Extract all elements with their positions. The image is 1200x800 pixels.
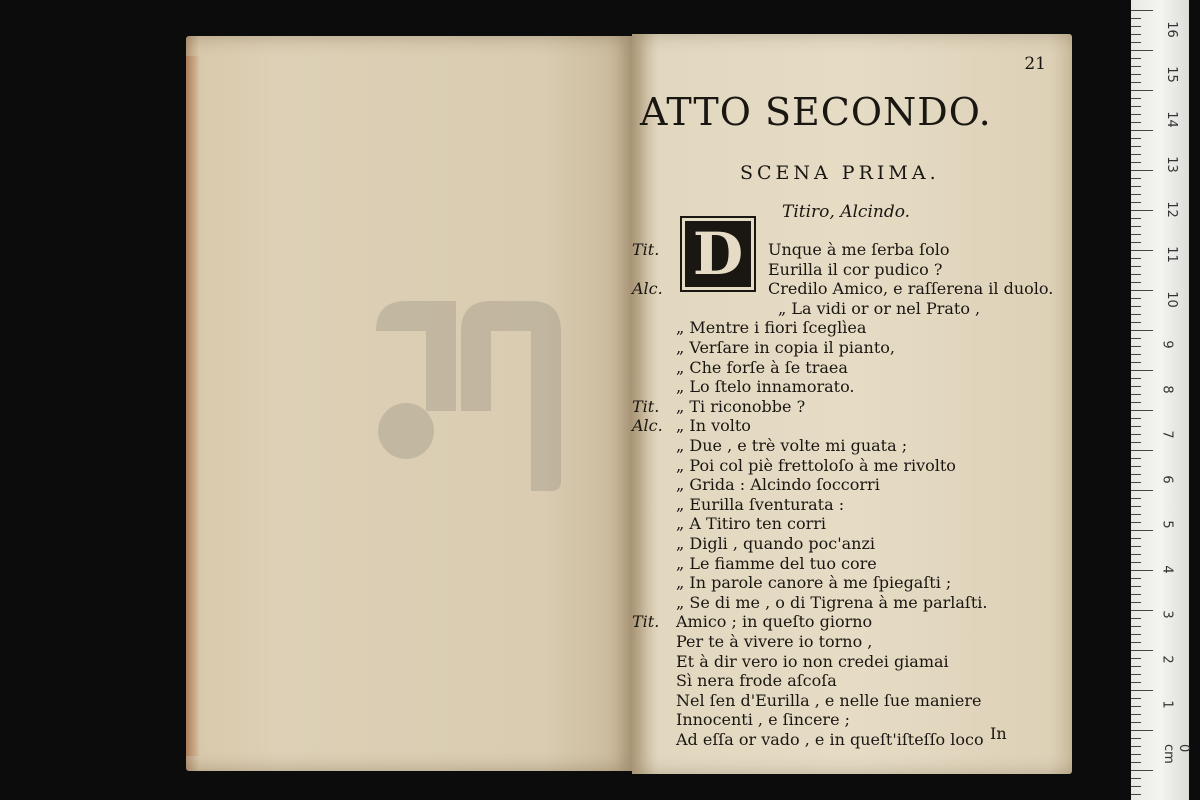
ruler-tick xyxy=(1131,186,1141,187)
verse-line: „ A Titiro ten corri xyxy=(676,514,827,534)
ruler-tick xyxy=(1131,530,1153,531)
ruler-tick xyxy=(1131,522,1141,523)
ruler-tick xyxy=(1131,98,1141,99)
ruler-tick xyxy=(1131,402,1141,403)
ruler-tick xyxy=(1131,90,1153,91)
ruler-tick xyxy=(1131,410,1153,411)
ruler-tick xyxy=(1131,370,1153,371)
verse-line: „ La vidi or or nel Prato , xyxy=(778,298,981,318)
ruler-tick xyxy=(1131,290,1153,291)
ruler-tick xyxy=(1131,42,1141,43)
ruler-tick xyxy=(1131,426,1141,427)
ruler-tick xyxy=(1131,466,1141,467)
act-title: ATTO SECONDO. xyxy=(640,90,992,134)
verse-line: „ In parole canore à me ſpiegaſti ; xyxy=(676,573,952,593)
verse-line: „ Eurilla ſventurata : xyxy=(676,494,845,514)
ruler-tick xyxy=(1131,506,1141,507)
ruler-tick xyxy=(1131,234,1141,235)
verse-line: Innocenti , e ſincere ; xyxy=(676,710,851,730)
speaker-label: Tit. xyxy=(632,612,660,632)
ruler-tick xyxy=(1131,306,1141,307)
ruler-number: 4 xyxy=(1159,565,1175,574)
ruler-tick xyxy=(1131,26,1141,27)
ruler-tick xyxy=(1131,298,1141,299)
ruler-tick xyxy=(1131,626,1141,627)
verse-line: „ In volto xyxy=(676,416,751,436)
ruler-tick xyxy=(1131,202,1141,203)
ruler-tick xyxy=(1131,554,1141,555)
verse-line: „ Grida : Alcindo ſoccorri xyxy=(676,475,880,495)
ruler-number: 15 xyxy=(1163,66,1179,83)
ruler-tick xyxy=(1131,706,1141,707)
ruler-number: 12 xyxy=(1163,201,1179,218)
museum-logo-watermark xyxy=(366,291,576,491)
ruler-tick xyxy=(1131,474,1141,475)
verse-line: „ Se di me , o di Tigrena à me parlaſti. xyxy=(676,592,988,612)
ruler-tick xyxy=(1131,210,1153,211)
ruler-tick xyxy=(1131,138,1141,139)
ruler-tick xyxy=(1131,586,1141,587)
ruler-tick xyxy=(1131,698,1141,699)
verse-line: Ad eſſa or vado , e in queſt'iſteſſo loco xyxy=(676,730,984,749)
scene-title: SCENA PRIMA. xyxy=(740,162,940,184)
verse-line: Sì nera frode aſcoſa xyxy=(676,671,837,691)
ruler-tick xyxy=(1131,354,1141,355)
page-number: 21 xyxy=(1024,54,1046,74)
verse-line: Per te à vivere io torno , xyxy=(676,632,873,651)
ruler-tick xyxy=(1131,794,1141,795)
ruler-tick xyxy=(1131,218,1141,219)
ruler-tick xyxy=(1131,482,1141,483)
ruler-number: 1 xyxy=(1159,700,1175,709)
ruler-tick xyxy=(1131,770,1153,771)
ruler-number: 16 xyxy=(1163,21,1179,38)
ruler-number: 5 xyxy=(1159,520,1175,529)
ruler-tick xyxy=(1131,106,1141,107)
ruler-tick xyxy=(1131,130,1153,131)
ruler-tick xyxy=(1131,514,1141,515)
verse-line: „ Due , e trè volte mi guata ; xyxy=(676,436,908,455)
ruler-number: 3 xyxy=(1159,610,1175,619)
ruler-tick xyxy=(1131,10,1153,11)
verse-line: Unque à me ſerba ſolo xyxy=(768,240,950,259)
speaker-label: Alc. xyxy=(632,279,663,299)
verse-line: Eurilla il cor pudico ? xyxy=(768,259,943,279)
ruler-number: 8 xyxy=(1159,385,1175,394)
ruler-tick xyxy=(1131,162,1141,163)
ruler-number: 14 xyxy=(1163,111,1179,128)
ruler-number: 11 xyxy=(1163,246,1179,263)
ruler-tick xyxy=(1131,746,1141,747)
ruler-tick xyxy=(1131,434,1141,435)
ruler-tick xyxy=(1131,170,1153,171)
ruler-tick xyxy=(1131,602,1141,603)
ruler-number: 13 xyxy=(1163,156,1179,173)
ruler-tick xyxy=(1131,570,1153,571)
verse-line: „ Digli , quando poc'anzi xyxy=(676,534,876,553)
ruler-tick xyxy=(1131,274,1141,275)
right-page xyxy=(632,34,1072,774)
ruler-tick xyxy=(1131,82,1141,83)
ruler-number: 7 xyxy=(1159,430,1175,439)
ruler-tick xyxy=(1131,674,1141,675)
ruler-tick xyxy=(1131,242,1141,243)
verse-line: „ Lo ſtelo innamorato. xyxy=(676,377,855,397)
ruler-tick xyxy=(1131,738,1141,739)
ruler-tick xyxy=(1131,122,1141,123)
ruler-tick xyxy=(1131,418,1141,419)
ruler-tick xyxy=(1131,690,1153,691)
ruler-number: 0 cm xyxy=(1161,744,1191,764)
ruler-tick xyxy=(1131,666,1141,667)
ruler-number: 2 xyxy=(1159,655,1175,664)
ruler-tick xyxy=(1131,314,1141,315)
ruler-tick xyxy=(1131,322,1141,323)
ruler-tick xyxy=(1131,266,1141,267)
ruler-tick xyxy=(1131,226,1141,227)
ruler-tick xyxy=(1131,578,1141,579)
verse-line: „ Ti riconobbe ? xyxy=(676,396,806,416)
ruler-tick xyxy=(1131,610,1153,611)
ruler-tick xyxy=(1131,66,1141,67)
verse-line: Amico ; in queſto giorno xyxy=(676,612,873,632)
verse-line: „ Le fiamme del tuo core xyxy=(676,553,877,573)
catchword: In xyxy=(990,724,1007,743)
ruler-tick xyxy=(1131,642,1141,643)
ruler-tick xyxy=(1131,442,1141,443)
verse-line: „ Mentre i fiori ſceglìea xyxy=(676,318,867,338)
ruler-tick xyxy=(1131,194,1141,195)
ruler-tick xyxy=(1131,786,1141,787)
ruler-tick xyxy=(1131,634,1141,635)
ruler-tick xyxy=(1131,754,1141,755)
ruler-tick xyxy=(1131,762,1141,763)
ruler-tick xyxy=(1131,682,1141,683)
left-page xyxy=(186,36,632,771)
verse-line: „ Che forſe à ſe traea xyxy=(676,357,848,377)
ruler-tick xyxy=(1131,282,1141,283)
ruler-tick xyxy=(1131,386,1141,387)
ruler-tick xyxy=(1131,546,1141,547)
ruler-tick xyxy=(1131,538,1141,539)
ruler-tick xyxy=(1131,50,1153,51)
ruler-tick xyxy=(1131,74,1141,75)
characters-line: Titiro, Alcindo. xyxy=(782,202,911,222)
verse-line: Nel ſen d'Eurilla , e nelle ſue maniere xyxy=(676,690,982,710)
ruler-tick xyxy=(1131,562,1141,563)
ruler-tick xyxy=(1131,394,1141,395)
ruler-tick xyxy=(1131,458,1141,459)
ruler-tick xyxy=(1131,778,1141,779)
measuring-ruler xyxy=(1131,0,1189,800)
ruler-tick xyxy=(1131,18,1141,19)
ruler-tick xyxy=(1131,658,1141,659)
ruler-number: 10 xyxy=(1163,291,1179,308)
speaker-label: Alc. xyxy=(632,416,663,436)
ruler-tick xyxy=(1131,490,1153,491)
ruler-tick xyxy=(1131,178,1141,179)
ruler-tick xyxy=(1131,498,1141,499)
ruler-tick xyxy=(1131,594,1141,595)
ruler-tick xyxy=(1131,722,1141,723)
ruler-tick xyxy=(1131,58,1141,59)
ruler-tick xyxy=(1131,330,1153,331)
ruler-tick xyxy=(1131,114,1141,115)
ruler-tick xyxy=(1131,250,1153,251)
ruler-tick xyxy=(1131,450,1153,451)
verse-line: Credilo Amico, e raſſerena il duolo. xyxy=(768,279,1054,299)
ruler-tick xyxy=(1131,378,1141,379)
ruler-tick xyxy=(1131,154,1141,155)
speaker-label: Tit. xyxy=(632,396,660,416)
verse-line: „ Poi col piè frettoloſo à me rivolto xyxy=(676,455,956,475)
ruler-tick xyxy=(1131,618,1141,619)
ruler-tick xyxy=(1131,258,1141,259)
ruler-tick xyxy=(1131,714,1141,715)
ruler-tick xyxy=(1131,730,1153,731)
open-book xyxy=(186,28,1076,776)
ruler-tick xyxy=(1131,346,1141,347)
verse-line: Et à dir vero io non credei giamai xyxy=(676,651,949,671)
ruler-tick xyxy=(1131,650,1153,651)
verse-line: „ Verſare in copia il pianto, xyxy=(676,338,895,357)
ruler-tick xyxy=(1131,146,1141,147)
ruler-tick xyxy=(1131,362,1141,363)
page-edge xyxy=(186,56,200,756)
ruler-number: 9 xyxy=(1159,340,1175,349)
ruler-tick xyxy=(1131,34,1141,35)
ornamental-drop-cap: D xyxy=(680,216,756,292)
speaker-label: Tit. xyxy=(632,240,660,259)
ruler-number: 6 xyxy=(1159,475,1175,484)
ruler-tick xyxy=(1131,338,1141,339)
